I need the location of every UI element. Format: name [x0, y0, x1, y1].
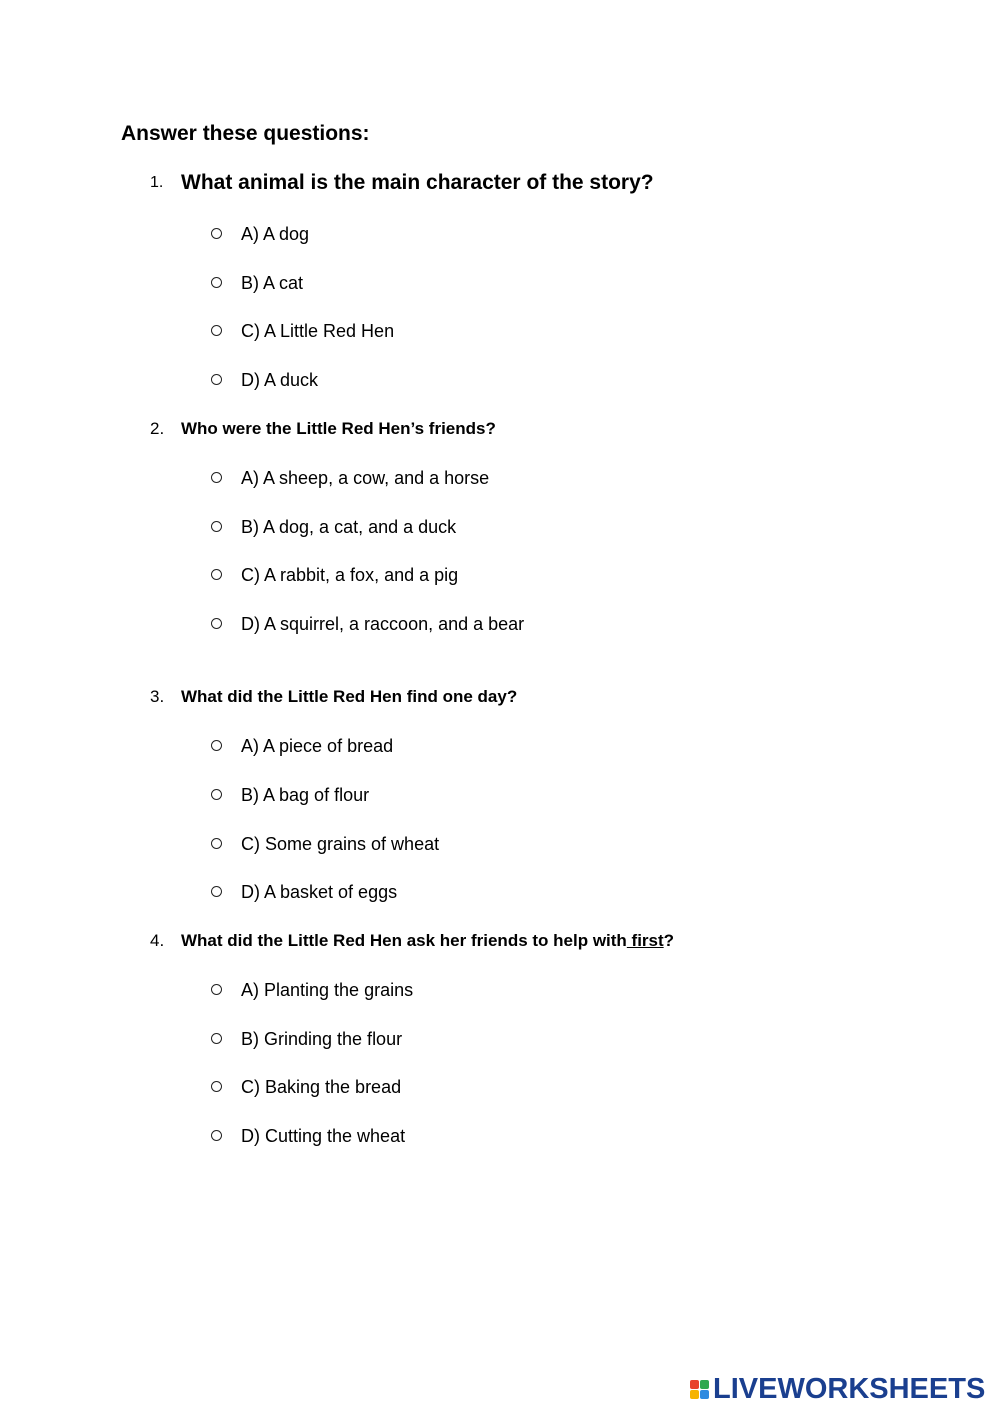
q3-option-d[interactable]	[211, 881, 398, 903]
radio-circle-icon	[211, 838, 222, 849]
q4-option-c[interactable]	[211, 1076, 402, 1098]
option-label: A) Planting the grains	[241, 980, 414, 1000]
q1-option-d[interactable]	[211, 369, 319, 391]
radio-circle-icon	[211, 984, 222, 995]
radio-circle-icon	[211, 569, 222, 580]
q4-option-d[interactable]	[211, 1125, 406, 1147]
question-text	[181, 930, 674, 952]
q4-option-b[interactable]	[211, 1028, 403, 1050]
radio-circle-icon	[211, 1130, 222, 1141]
q2-option-b[interactable]	[211, 516, 457, 538]
radio-circle-icon	[211, 1081, 222, 1092]
option-label: C) A Little Red Hen	[241, 321, 395, 341]
radio-circle-icon	[211, 618, 222, 629]
question-text-main: What did the Little Red Hen ask her friends to help with	[181, 931, 627, 950]
q2-option-c[interactable]	[211, 564, 459, 586]
option-label: B) A bag of flour	[241, 785, 370, 805]
radio-circle-icon	[211, 521, 222, 532]
question-text: What did the Little Red Hen find one day?	[181, 687, 518, 706]
question-text: What animal is the main character of the story?	[181, 171, 654, 194]
q3-option-a[interactable]	[211, 735, 394, 757]
q2-option-a[interactable]	[211, 467, 490, 489]
radio-circle-icon	[211, 374, 222, 385]
option-label: C) A rabbit, a fox, and a pig	[241, 565, 459, 585]
option-label: A) A sheep, a cow, and a horse	[241, 468, 490, 488]
question-number: 4.	[150, 931, 165, 950]
q4-option-a[interactable]	[211, 979, 414, 1001]
q3-option-c[interactable]	[211, 833, 440, 855]
q2-option-d[interactable]	[211, 613, 525, 635]
radio-circle-icon	[211, 472, 222, 483]
worksheet-heading: Answer these questions:	[121, 122, 370, 145]
liveworksheets-logo-icon	[690, 1380, 709, 1399]
option-label: D) A duck	[241, 370, 319, 390]
radio-circle-icon	[211, 277, 222, 288]
option-label: C) Baking the bread	[241, 1077, 402, 1097]
question-number: 3.	[150, 687, 165, 706]
radio-circle-icon	[211, 886, 222, 897]
q1-option-c[interactable]	[211, 320, 395, 342]
radio-circle-icon	[211, 325, 222, 336]
radio-circle-icon	[211, 1033, 222, 1044]
q1-option-a[interactable]	[211, 223, 310, 245]
logo-block	[700, 1380, 709, 1389]
question-text-end: ?	[663, 931, 675, 950]
option-label: B) A dog, a cat, and a duck	[241, 517, 457, 537]
radio-circle-icon	[211, 740, 222, 751]
logo-block	[690, 1380, 699, 1389]
question-text-emphasis: first	[626, 931, 664, 950]
logo-text: LIVEWORKSHEETS	[713, 1373, 986, 1405]
option-label: D) A squirrel, a raccoon, and a bear	[241, 614, 525, 634]
option-label: A) A piece of bread	[241, 736, 394, 756]
radio-circle-icon	[211, 789, 222, 800]
option-label: D) Cutting the wheat	[241, 1126, 406, 1146]
option-label: B) Grinding the flour	[241, 1029, 403, 1049]
question-number: 2.	[150, 419, 165, 438]
option-label: D) A basket of eggs	[241, 882, 398, 902]
q1-option-b[interactable]	[211, 272, 304, 294]
question-text: Who were the Little Red Hen’s friends?	[181, 419, 496, 438]
q3-option-b[interactable]	[211, 784, 370, 806]
liveworksheets-logo	[690, 1372, 985, 1406]
radio-circle-icon	[211, 228, 222, 239]
option-label: C) Some grains of wheat	[241, 834, 440, 854]
option-label: B) A cat	[241, 273, 304, 293]
question-number: 1.	[150, 174, 164, 191]
logo-block	[700, 1390, 709, 1399]
logo-block	[690, 1390, 699, 1399]
option-label: A) A dog	[241, 224, 310, 244]
